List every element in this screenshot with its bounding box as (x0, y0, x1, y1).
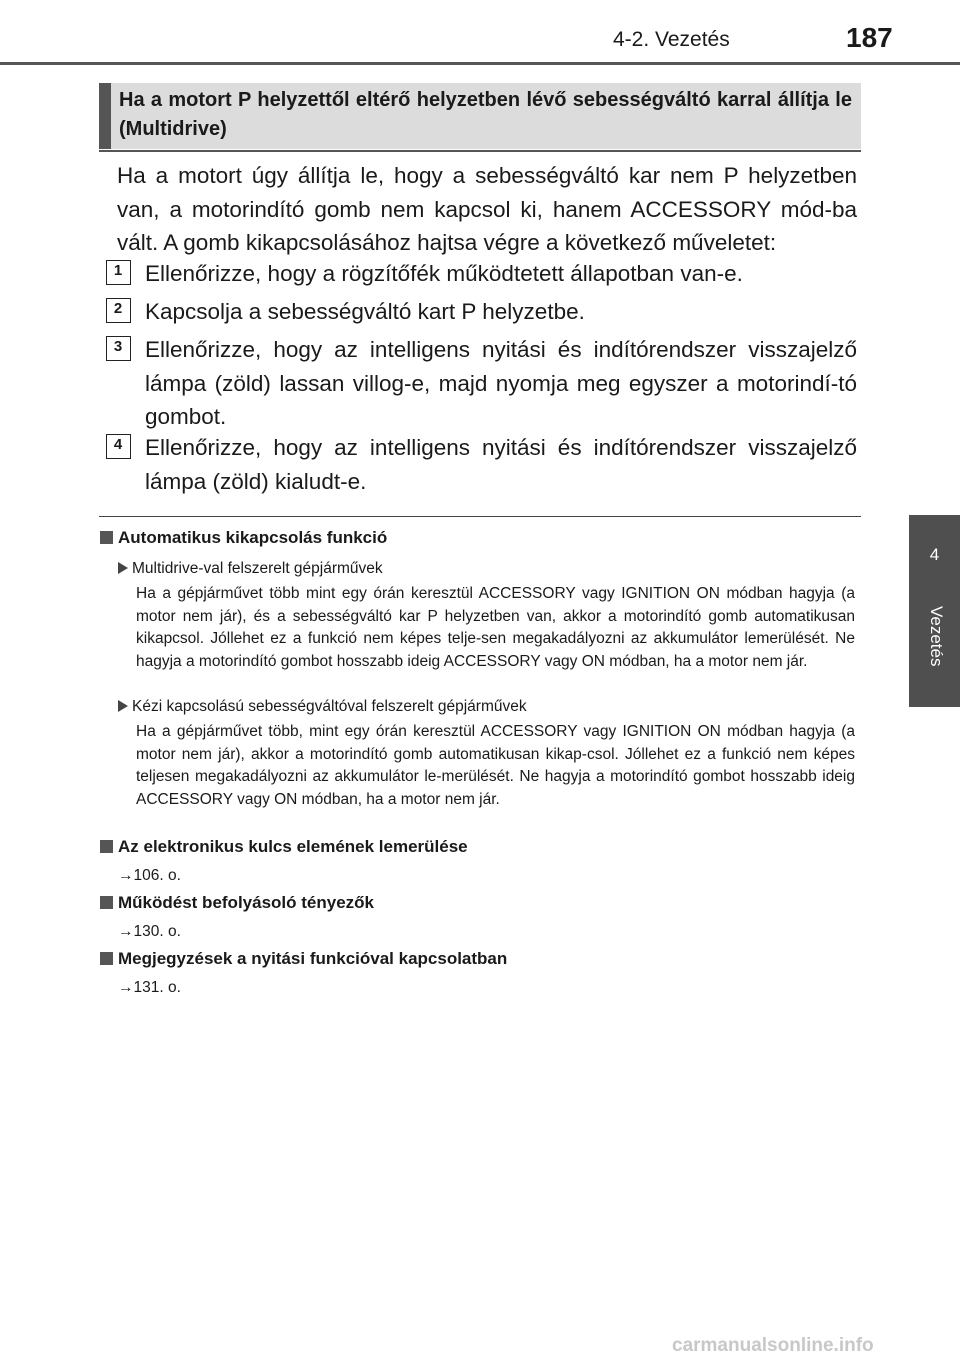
heading-text: Megjegyzések a nyitási funkcióval kapcsolatban (118, 949, 508, 968)
heading-text: Automatikus kikapcsolás funkció (118, 528, 388, 547)
header-divider (0, 62, 960, 65)
subheading-text: Kézi kapcsolású sebességváltóval felszerelt gépjárművek (132, 698, 527, 715)
triangle-bullet-icon (118, 700, 128, 712)
heading-notes (100, 949, 507, 969)
heading-text: Az elektronikus kulcs elemének lemerülése (118, 837, 468, 856)
square-bullet-icon (100, 840, 113, 853)
chapter-label: Vezetés (927, 606, 946, 667)
title-divider (99, 150, 861, 152)
subheading-manual (118, 698, 527, 716)
paragraph-manual: Ha a gépjárművet több, mint egy órán keresztül ACCESSORY vagy IGNITION ON módban hagyja (a motor nem jár), akkor a motorindító gomb automatikusan kikap-csol. Jóllehet ez a funkció nem képes teljesen megakadályozni az akkumulátor le-merülését. Ne hagyja a motorindító gombot hosszabb ideig ACCESSORY vagy ON módban, ha a motor nem jár. (136, 723, 855, 808)
title-accent-bar (99, 83, 111, 149)
step-text: Ellenőrizze, hogy az intelligens nyitási és indítórendszer visszajelző lámpa (zöld) lassan villog-e, majd nyomja meg egyszer a motorindí-tó gombot. (145, 337, 857, 429)
intro-paragraph: Ha a motort úgy állítja le, hogy a sebességváltó kar nem P helyzetben van, a motorindító gomb nem kapcsol ki, hanem ACCESSORY mód-ba vált. A gomb kikapcsolásához hajtsa végre a következő műveletet: (117, 163, 857, 255)
page-reference: →131. o. (118, 979, 181, 996)
step-number-box (106, 298, 131, 323)
subheading-text: Multidrive-val felszerelt gépjárművek (132, 560, 383, 577)
heading-key-battery (100, 837, 468, 857)
topic-title-box (99, 83, 861, 149)
step-number: 1 (113, 262, 123, 279)
section-divider (99, 516, 861, 517)
page-number: 187 (846, 22, 893, 53)
triangle-bullet-icon (118, 562, 128, 574)
page-reference: →106. o. (118, 867, 181, 884)
heading-auto-shutoff (100, 528, 387, 548)
section-title: 4-2. Vezetés (613, 28, 730, 51)
step-text: Ellenőrizze, hogy a rögzítőfék működtetett állapotban van-e. (145, 261, 743, 286)
square-bullet-icon (100, 896, 113, 909)
paragraph-multidrive: Ha a gépjárművet több mint egy órán keresztül ACCESSORY vagy IGNITION ON módban hagyja (a motor nem jár), és a sebességváltó kar P helyzetben van, akkor a motorindító gomb automatikusan kikapcsol. Jóllehet ez a funkció nem képes telje-sen megakadályozni az akkumulátor lemerülését. Ne hagyja a motorindító gombot hosszabb ideig ACCESSORY vagy ON módban, ha a motor nem jár. (136, 585, 855, 670)
step-number-box (106, 434, 131, 459)
watermark-text: carmanualsonline.info (672, 1335, 874, 1356)
square-bullet-icon (100, 952, 113, 965)
step-number: 2 (113, 300, 123, 317)
page-reference: →130. o. (118, 923, 181, 940)
square-bullet-icon (100, 531, 113, 544)
heading-text: Működést befolyásoló tényezők (118, 893, 374, 912)
chapter-number: 4 (929, 545, 940, 564)
step-number: 3 (113, 338, 123, 355)
topic-title: Ha a motort P helyzettől eltérő helyzetben lévő sebességváltó karral állítja le (Multidrive) (119, 89, 852, 140)
step-text: Ellenőrizze, hogy az intelligens nyitási és indítórendszer visszajelző lámpa (zöld) kialudt-e. (145, 435, 857, 494)
subheading-multidrive (118, 560, 383, 578)
heading-factors (100, 893, 374, 913)
step-number-box (106, 260, 131, 285)
step-number-box (106, 336, 131, 361)
chapter-tab (909, 515, 960, 707)
step-text: Kapcsolja a sebességváltó kart P helyzetbe. (145, 299, 585, 324)
step-number: 4 (113, 436, 123, 453)
